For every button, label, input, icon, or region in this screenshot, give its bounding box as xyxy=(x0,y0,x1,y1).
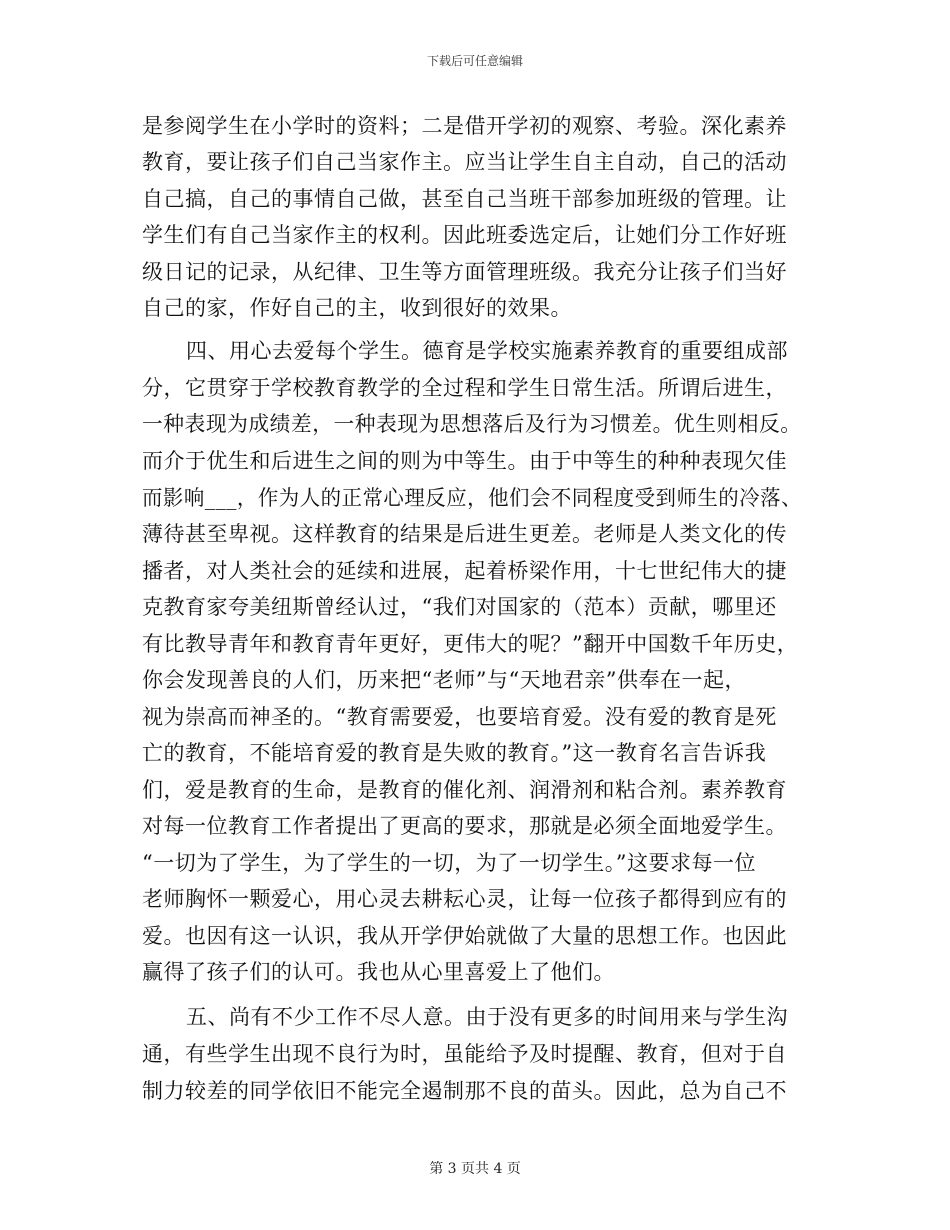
text-line: 制力较差的同学依旧不能完全遏制那不良的苗头。因此，总为自己不 xyxy=(142,1079,787,1103)
text-line: 学生们有自己当家作主的权利。因此班委选定后，让她们分工作好班 xyxy=(142,223,787,247)
text-line: 是参阅学生在小学时的资料；二是借开学初的观察、考验。深化素养 xyxy=(142,114,787,138)
text-line: 自己的家，作好自己的主，收到很好的效果。 xyxy=(142,296,572,320)
text-line: 而影响___，作为人的正常心理反应，他们会不同程度受到师生的冷落、 xyxy=(142,486,803,510)
text-line: 教育，要让孩子们自己当家作主。应当让学生自主自动，自己的活动 xyxy=(142,150,787,174)
text-line: 自己搞，自己的事情自己做，甚至自己当班干部参加班级的管理。让 xyxy=(142,187,787,211)
text-line: 而介于优生和后进生之间的则为中等生。由于中等生的种种表现欠佳 xyxy=(142,449,787,473)
text-line: 老师胸怀一颗爱心，用心灵去耕耘心灵，让每一位孩子都得到应有的 xyxy=(142,887,787,911)
text-line: 分，它贯穿于学校教育教学的全过程和学生日常生活。所谓后进生， xyxy=(142,376,787,400)
text-line: 赢得了孩子们的认可。我也从心里喜爱上了他们。 xyxy=(142,960,615,984)
text-line: 薄待甚至卑视。这样教育的结果是后进生更差。老师是人类文化的传 xyxy=(142,522,787,546)
text-line: 四、用心去爱每个学生。德育是学校实施素养教育的重要组成部 xyxy=(186,339,788,363)
text-line: 有比教导青年和教育青年更好，更伟大的呢？”翻开中国数千年历史， xyxy=(142,632,799,656)
page-footer: 第 3 页共 4 页 xyxy=(429,1161,521,1177)
text-line: 视为崇高而神圣的。“教育需要爱，也要培育爱。没有爱的教育是死 xyxy=(142,705,777,729)
page-header: 下载后可任意编辑 xyxy=(426,54,523,68)
text-line: 亡的教育，不能培育爱的教育是失败的教育。”这一教育名言告诉我 xyxy=(142,741,767,765)
text-line: 你会发现善良的人们，历来把“老师”与“天地君亲”供奉在一起， xyxy=(142,668,746,692)
text-line: 们，爱是教育的生命，是教育的催化剂、润滑剂和粘合剂。素养教育 xyxy=(142,778,787,802)
text-line: 爱。也因有这一认识，我从开学伊始就做了大量的思想工作。也因此 xyxy=(142,924,787,948)
text-line: 级日记的记录，从纪律、卫生等方面管理班级。我充分让孩子们当好 xyxy=(142,260,787,284)
text-line: 播者，对人类社会的延续和进展，起着桥梁作用，十七世纪伟大的捷 xyxy=(142,559,787,583)
text-line: “一切为了学生，为了学生的一切，为了一切学生。”这要求每一位 xyxy=(142,851,756,875)
text-line: 通，有些学生出现不良行为时，虽能给予及时提醒、教育，但对于自 xyxy=(142,1042,787,1066)
text-line: 克教育家夸美纽斯曾经认过，“我们对国家的（范本）贡献，哪里还 xyxy=(142,595,777,619)
text-line: 五、尚有不少工作不尽人意。由于没有更多的时间用来与学生沟 xyxy=(186,1005,788,1029)
text-line: 对每一位教育工作者提出了更高的要求，那就是必须全面地爱学生。 xyxy=(142,814,787,838)
text-line: 一种表现为成绩差，一种表现为思想落后及行为习惯差。优生则相反。 xyxy=(142,412,802,436)
